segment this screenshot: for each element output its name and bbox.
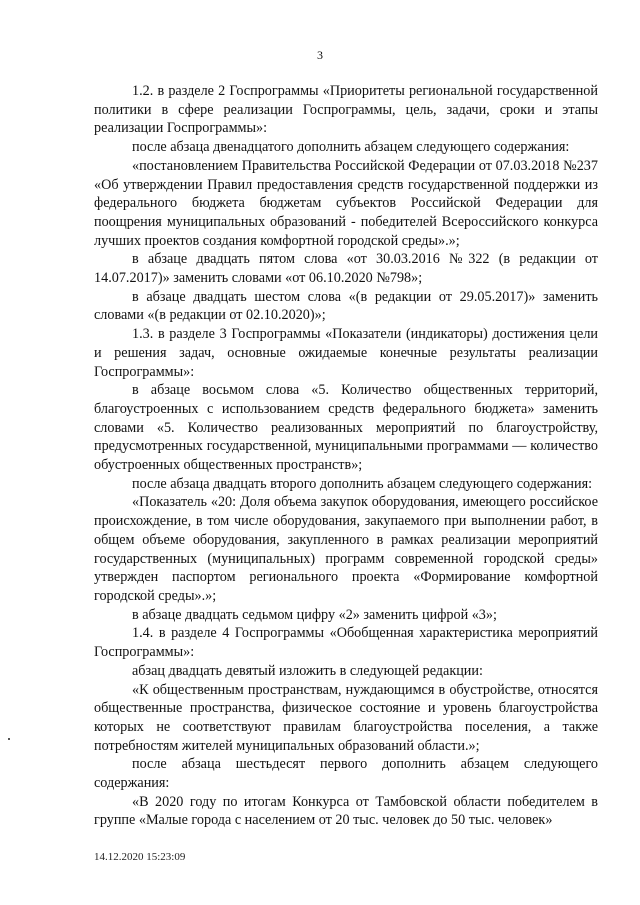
paragraph: после абзаца двенадцатого дополнить абзацем следующего содержания: <box>132 139 570 156</box>
document-body <box>94 82 598 830</box>
paragraph: в абзаце двадцать пятом слова «от 30.03.2016 №322 (в редакции от 14.07.2017)» заменить словами «от 06.10.2020 №798»; <box>94 251 598 287</box>
paragraph: «постановлением Правительства Российской Федерации от 07.03.2018 №237 «Об утверждении Правил предоставления средств государственной поддержки из федерального бюджета бюджетам субъектов Российской Федерации для поощрения муниципальных образований - победителей Всероссийского конкурса лучших проектов создания комфортной городской среды».»; <box>94 157 598 249</box>
paragraph: в абзаце двадцать седьмом цифру «2» заменить цифрой «3»; <box>132 606 497 623</box>
paragraph: в абзаце двадцать шестом слова «(в редакции от 29.05.2017)» заменить словами «(в редакции от 02.10.2020)»; <box>94 288 598 324</box>
paragraph-1-4: 1.4. в разделе 4 Госпрограммы «Обобщенная характеристика мероприятий Госпрограммы»: <box>94 625 598 661</box>
paragraph-1-2: 1.2. в разделе 2 Госпрограммы «Приоритеты региональной государственной политики в сфере реализации Госпрограммы, цель, задачи, сроки и этапы реализации Госпрограммы»: <box>94 83 598 137</box>
page-number: 3 <box>317 48 323 62</box>
paragraph: «К общественным пространствам, нуждающимся в обустройстве, относятся общественные пространства, физическое состояние и уровень благоустройства которых не соответствуют правилам благоустройства поселения, а также потребностям жителей муниципальных образований области.»; <box>94 681 598 754</box>
paragraph-1-3: 1.3. в разделе 3 Госпрограммы «Показатели (индикаторы) достижения цели и решения задач, основные ожидаемые конечные результаты реализации Госпрограммы»: <box>94 326 598 380</box>
paragraph: в абзаце восьмом слова «5. Количество общественных территорий, благоустроенных с использованием средств федерального бюджета» заменить словами «5. Количество реализованных мероприятий по благоустройству, предусмотренных государственной, муниципальными программами — количество обустроенных общественных пространств»; <box>94 382 598 474</box>
paragraph: «Показатель «20: Доля объема закупок оборудования, имеющего российское происхождение, в том числе оборудования, закупаемого при выполнении работ, в общем объеме оборудования, закупленного в рамках реализации мероприятий государственных (муниципальных) программ современной городской среды» утвержден паспортом регионального проекта «Формирование комфортной городской среды».»; <box>94 494 598 604</box>
scan-speck <box>8 738 10 740</box>
paragraph: после абзаца шестьдесят первого дополнить абзацем следующего содержания: <box>94 756 598 792</box>
paragraph: после абзаца двадцать второго дополнить абзацем следующего содержания: <box>132 475 593 492</box>
paragraph: абзац двадцать девятый изложить в следующей редакции: <box>132 662 483 679</box>
footer-timestamp: 14.12.2020 15:23:09 <box>94 851 186 863</box>
paragraph: «В 2020 году по итогам Конкурса от Тамбовской области победителем в группе «Малые города с населением от 20 тыс. человек до 50 тыс. человек» <box>94 793 598 829</box>
